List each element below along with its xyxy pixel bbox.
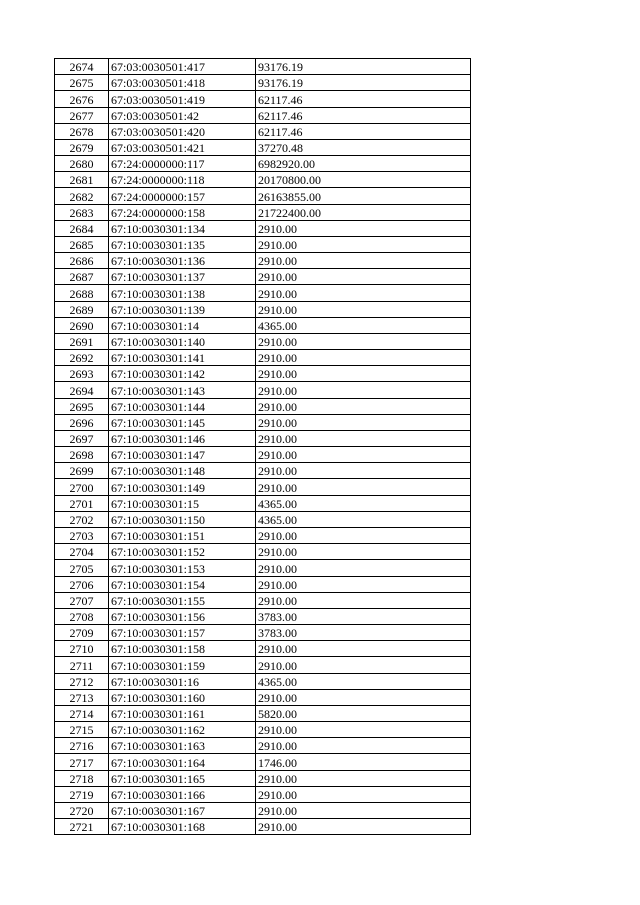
value-cell: 2910.00 [256, 382, 471, 398]
table-row [55, 188, 471, 204]
row-number-cell: 2696 [55, 414, 109, 430]
row-number-cell: 2703 [55, 527, 109, 543]
row-number-cell: 2680 [55, 156, 109, 172]
row-number-cell: 2721 [55, 819, 109, 835]
row-number-cell: 2720 [55, 802, 109, 818]
value-cell: 21722400.00 [256, 204, 471, 220]
table-row [55, 382, 471, 398]
value-cell: 2910.00 [256, 350, 471, 366]
value-cell: 2910.00 [256, 802, 471, 818]
value-cell: 5820.00 [256, 705, 471, 721]
cadastral-number-cell: 67:10:0030301:137 [109, 269, 256, 285]
table-row [55, 430, 471, 446]
value-cell: 2910.00 [256, 301, 471, 317]
value-cell: 2910.00 [256, 738, 471, 754]
cadastral-number-cell: 67:10:0030301:138 [109, 285, 256, 301]
row-number-cell: 2701 [55, 495, 109, 511]
cadastral-number-cell: 67:10:0030301:164 [109, 754, 256, 770]
row-number-cell: 2683 [55, 204, 109, 220]
row-number-cell: 2678 [55, 123, 109, 139]
cadastral-number-cell: 67:10:0030301:150 [109, 511, 256, 527]
cadastral-number-cell: 67:10:0030301:145 [109, 414, 256, 430]
table-row [55, 576, 471, 592]
row-number-cell: 2715 [55, 722, 109, 738]
cadastral-number-cell: 67:10:0030301:141 [109, 350, 256, 366]
table-row [55, 107, 471, 123]
row-number-cell: 2677 [55, 107, 109, 123]
cadastral-number-cell: 67:03:0030501:421 [109, 139, 256, 155]
cadastral-number-cell: 67:10:0030301:146 [109, 430, 256, 446]
table-row [55, 625, 471, 641]
row-number-cell: 2674 [55, 59, 109, 75]
cadastral-number-cell: 67:24:0000000:157 [109, 188, 256, 204]
cadastral-number-cell: 67:03:0030501:417 [109, 59, 256, 75]
cadastral-number-cell: 67:10:0030301:165 [109, 770, 256, 786]
value-cell: 4365.00 [256, 673, 471, 689]
row-number-cell: 2685 [55, 236, 109, 252]
row-number-cell: 2676 [55, 91, 109, 107]
cadastral-number-cell: 67:10:0030301:149 [109, 479, 256, 495]
table-row [55, 511, 471, 527]
value-cell: 2910.00 [256, 689, 471, 705]
table-row [55, 220, 471, 236]
cadastral-number-cell: 67:10:0030301:143 [109, 382, 256, 398]
table-row [55, 544, 471, 560]
table-row [55, 447, 471, 463]
table-row [55, 123, 471, 139]
row-number-cell: 2692 [55, 350, 109, 366]
row-number-cell: 2700 [55, 479, 109, 495]
table-row [55, 560, 471, 576]
cadastral-number-cell: 67:10:0030301:134 [109, 220, 256, 236]
cadastral-number-cell: 67:03:0030501:419 [109, 91, 256, 107]
cadastral-number-cell: 67:03:0030501:418 [109, 75, 256, 91]
table-row [55, 253, 471, 269]
cadastral-number-cell: 67:24:0000000:158 [109, 204, 256, 220]
table-row [55, 414, 471, 430]
table-row [55, 819, 471, 835]
cadastral-number-cell: 67:10:0030301:152 [109, 544, 256, 560]
value-cell: 2910.00 [256, 236, 471, 252]
table-row [55, 285, 471, 301]
table-row [55, 463, 471, 479]
table-row [55, 802, 471, 818]
row-number-cell: 2694 [55, 382, 109, 398]
table-row [55, 333, 471, 349]
cadastral-number-cell: 67:10:0030301:157 [109, 625, 256, 641]
row-number-cell: 2707 [55, 592, 109, 608]
value-cell: 3783.00 [256, 608, 471, 624]
table-row [55, 139, 471, 155]
row-number-cell: 2719 [55, 786, 109, 802]
value-cell: 1746.00 [256, 754, 471, 770]
value-cell: 62117.46 [256, 123, 471, 139]
cadastral-number-cell: 67:10:0030301:151 [109, 527, 256, 543]
row-number-cell: 2699 [55, 463, 109, 479]
value-cell: 2910.00 [256, 560, 471, 576]
table-row [55, 705, 471, 721]
value-cell: 2910.00 [256, 544, 471, 560]
table-row [55, 75, 471, 91]
row-number-cell: 2717 [55, 754, 109, 770]
value-cell: 2910.00 [256, 479, 471, 495]
table-row [55, 366, 471, 382]
row-number-cell: 2702 [55, 511, 109, 527]
row-number-cell: 2706 [55, 576, 109, 592]
cadastral-number-cell: 67:10:0030301:167 [109, 802, 256, 818]
cadastral-number-cell: 67:10:0030301:161 [109, 705, 256, 721]
value-cell: 2910.00 [256, 770, 471, 786]
value-cell: 2910.00 [256, 253, 471, 269]
row-number-cell: 2686 [55, 253, 109, 269]
value-cell: 2910.00 [256, 657, 471, 673]
row-number-cell: 2714 [55, 705, 109, 721]
row-number-cell: 2689 [55, 301, 109, 317]
cadastral-number-cell: 67:24:0000000:118 [109, 172, 256, 188]
table-row [55, 738, 471, 754]
row-number-cell: 2679 [55, 139, 109, 155]
table-row [55, 398, 471, 414]
row-number-cell: 2690 [55, 317, 109, 333]
cadastral-number-cell: 67:10:0030301:159 [109, 657, 256, 673]
cadastral-number-cell: 67:10:0030301:14 [109, 317, 256, 333]
cadastral-number-cell: 67:24:0000000:117 [109, 156, 256, 172]
row-number-cell: 2709 [55, 625, 109, 641]
value-cell: 2910.00 [256, 398, 471, 414]
value-cell: 2910.00 [256, 819, 471, 835]
value-cell: 3783.00 [256, 625, 471, 641]
value-cell: 2910.00 [256, 576, 471, 592]
row-number-cell: 2704 [55, 544, 109, 560]
cadastral-number-cell: 67:10:0030301:136 [109, 253, 256, 269]
row-number-cell: 2682 [55, 188, 109, 204]
table-row [55, 59, 471, 75]
value-cell: 2910.00 [256, 722, 471, 738]
table-row [55, 657, 471, 673]
cadastral-number-cell: 67:03:0030501:42 [109, 107, 256, 123]
value-cell: 2910.00 [256, 527, 471, 543]
value-cell: 62117.46 [256, 91, 471, 107]
table-row [55, 673, 471, 689]
table-row [55, 91, 471, 107]
table-row [55, 592, 471, 608]
cadastral-number-cell: 67:10:0030301:162 [109, 722, 256, 738]
value-cell: 20170800.00 [256, 172, 471, 188]
row-number-cell: 2710 [55, 641, 109, 657]
cadastral-number-cell: 67:10:0030301:144 [109, 398, 256, 414]
value-cell: 4365.00 [256, 317, 471, 333]
row-number-cell: 2705 [55, 560, 109, 576]
value-cell: 37270.48 [256, 139, 471, 155]
table-row [55, 641, 471, 657]
value-cell: 2910.00 [256, 447, 471, 463]
cadastral-number-cell: 67:10:0030301:148 [109, 463, 256, 479]
cadastral-number-cell: 67:10:0030301:153 [109, 560, 256, 576]
value-cell: 26163855.00 [256, 188, 471, 204]
table-row [55, 236, 471, 252]
cadastral-number-cell: 67:10:0030301:147 [109, 447, 256, 463]
cadastral-number-cell: 67:10:0030301:158 [109, 641, 256, 657]
table-row [55, 301, 471, 317]
value-cell: 4365.00 [256, 511, 471, 527]
row-number-cell: 2691 [55, 333, 109, 349]
cadastral-number-cell: 67:10:0030301:135 [109, 236, 256, 252]
row-number-cell: 2708 [55, 608, 109, 624]
cadastral-number-cell: 67:10:0030301:168 [109, 819, 256, 835]
row-number-cell: 2687 [55, 269, 109, 285]
value-cell: 2910.00 [256, 786, 471, 802]
cadastral-number-cell: 67:10:0030301:139 [109, 301, 256, 317]
cadastral-number-cell: 67:10:0030301:15 [109, 495, 256, 511]
table-row [55, 770, 471, 786]
value-cell: 2910.00 [256, 285, 471, 301]
cadastral-number-cell: 67:10:0030301:160 [109, 689, 256, 705]
cadastral-number-cell: 67:10:0030301:16 [109, 673, 256, 689]
table-body [55, 59, 471, 835]
row-number-cell: 2698 [55, 447, 109, 463]
row-number-cell: 2681 [55, 172, 109, 188]
row-number-cell: 2693 [55, 366, 109, 382]
value-cell: 2910.00 [256, 414, 471, 430]
table-row [55, 608, 471, 624]
row-number-cell: 2711 [55, 657, 109, 673]
table-row [55, 479, 471, 495]
value-cell: 2910.00 [256, 333, 471, 349]
row-number-cell: 2716 [55, 738, 109, 754]
cadastral-number-cell: 67:10:0030301:156 [109, 608, 256, 624]
table-row [55, 722, 471, 738]
table-row [55, 495, 471, 511]
value-cell: 2910.00 [256, 641, 471, 657]
value-cell: 2910.00 [256, 269, 471, 285]
value-cell: 2910.00 [256, 592, 471, 608]
value-cell: 93176.19 [256, 75, 471, 91]
value-cell: 2910.00 [256, 430, 471, 446]
row-number-cell: 2684 [55, 220, 109, 236]
row-number-cell: 2688 [55, 285, 109, 301]
table-row [55, 317, 471, 333]
cadastral-number-cell: 67:10:0030301:154 [109, 576, 256, 592]
table-row [55, 156, 471, 172]
cadastral-number-cell: 67:03:0030501:420 [109, 123, 256, 139]
value-cell: 2910.00 [256, 366, 471, 382]
cadastral-number-cell: 67:10:0030301:142 [109, 366, 256, 382]
value-cell: 2910.00 [256, 220, 471, 236]
cadastral-number-cell: 67:10:0030301:140 [109, 333, 256, 349]
value-cell: 62117.46 [256, 107, 471, 123]
table-row [55, 172, 471, 188]
row-number-cell: 2712 [55, 673, 109, 689]
value-cell: 4365.00 [256, 495, 471, 511]
table-row [55, 754, 471, 770]
table-row [55, 689, 471, 705]
cadastral-number-cell: 67:10:0030301:166 [109, 786, 256, 802]
row-number-cell: 2713 [55, 689, 109, 705]
table-row [55, 269, 471, 285]
data-table [54, 58, 471, 835]
row-number-cell: 2697 [55, 430, 109, 446]
value-cell: 93176.19 [256, 59, 471, 75]
table-row [55, 350, 471, 366]
row-number-cell: 2718 [55, 770, 109, 786]
value-cell: 6982920.00 [256, 156, 471, 172]
table-row [55, 786, 471, 802]
table-row [55, 204, 471, 220]
value-cell: 2910.00 [256, 463, 471, 479]
cadastral-number-cell: 67:10:0030301:155 [109, 592, 256, 608]
row-number-cell: 2675 [55, 75, 109, 91]
cadastral-number-cell: 67:10:0030301:163 [109, 738, 256, 754]
row-number-cell: 2695 [55, 398, 109, 414]
table-row [55, 527, 471, 543]
